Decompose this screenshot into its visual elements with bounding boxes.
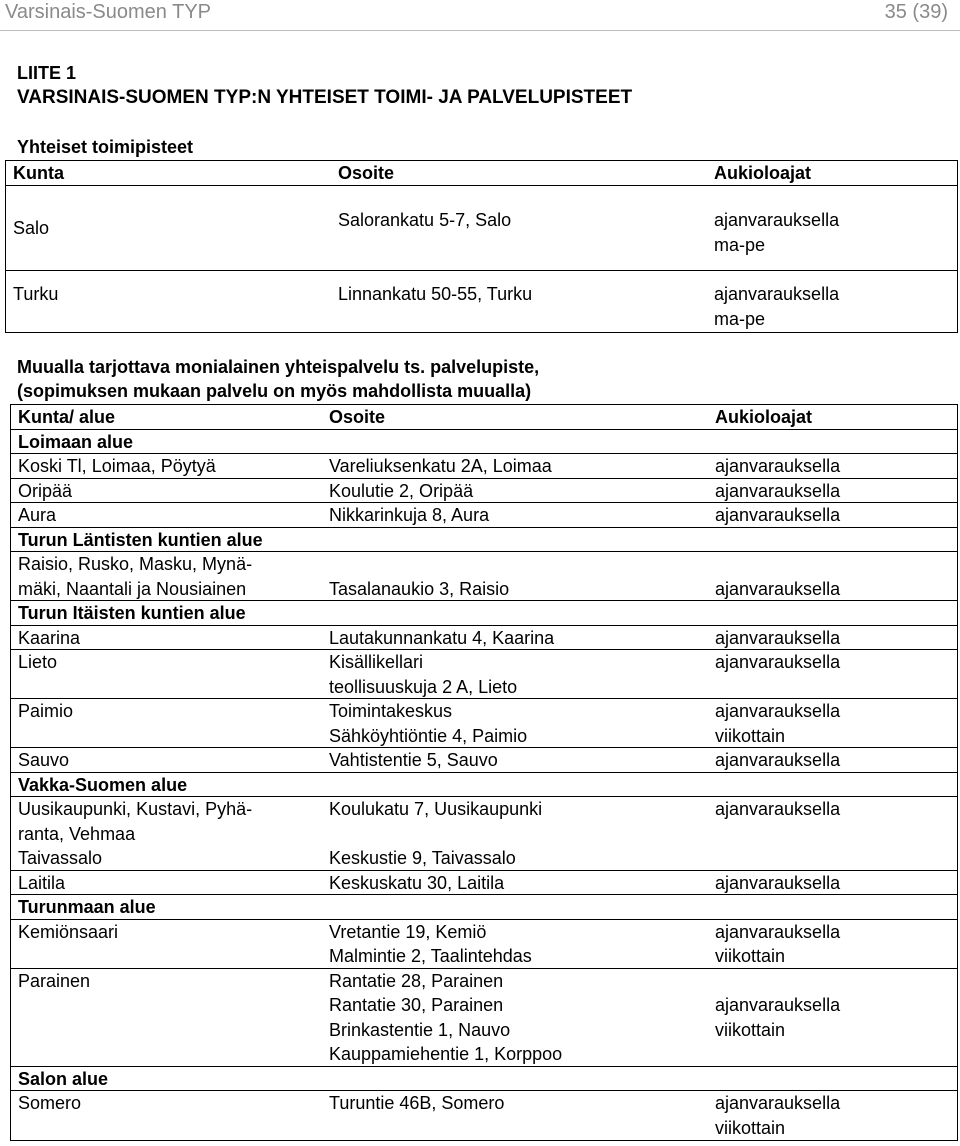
kunta-line: Oripää [18, 480, 73, 501]
kunta-line: Raisio, Rusko, Masku, Mynä- [18, 554, 253, 574]
document-title: Varsinais-Suomen TYP [5, 1, 212, 23]
kunta-line: ranta, Vehmaa [18, 823, 136, 844]
cell-kunta [11, 479, 322, 504]
region-label: Vakka-Suomen alue [18, 774, 188, 795]
column-header-osoite: Osoite [338, 163, 395, 183]
cell-osoite [322, 871, 708, 896]
region-label: Salon alue [18, 1068, 109, 1089]
osoite-line: Vareliuksenkatu 2A, Loimaa [329, 456, 552, 476]
kunta-line: Salo [13, 217, 50, 238]
cell-kunta [11, 797, 322, 871]
header-label: Kunta/ alue [18, 407, 116, 427]
cell-osoite [322, 748, 708, 773]
section-subheading-other-services: (sopimuksen mukaan palvelu on myös mahdollista muualla) [17, 381, 532, 401]
cell-aukiolo [708, 552, 957, 601]
cell-osoite [322, 479, 708, 504]
aukiolo-line: ajanvarauksella [715, 578, 841, 599]
osoite-line: Kisällikellari [329, 652, 424, 672]
header-divider [0, 30, 960, 31]
cell-aukiolo [708, 454, 957, 479]
cell-kunta [6, 271, 331, 332]
cell-osoite [322, 797, 708, 871]
table-row [11, 479, 957, 504]
column-header-aukioloajat [708, 405, 957, 430]
cell-aukiolo [708, 797, 957, 871]
osoite-line: Turuntie 46B, Somero [329, 1093, 505, 1113]
kunta-line: Turku [13, 284, 59, 304]
cell-osoite [322, 1091, 708, 1140]
osoite-line: Rantatie 28, Parainen [329, 970, 504, 991]
cell-aukiolo [707, 271, 957, 332]
osoite-line: Keskustie 9, Taivassalo [329, 848, 516, 868]
osoite-line: Vretantie 19, Kemiö [329, 921, 487, 942]
header-label: Osoite [329, 407, 386, 427]
kunta-line: Aura [18, 505, 57, 525]
osoite-line: Kauppamiehentie 1, Korppoo [329, 1044, 563, 1064]
table-row [11, 1091, 957, 1140]
page-title: VARSINAIS-SUOMEN TYP:N YHTEISET TOIMI- JA PALVELUPISTEET [17, 87, 633, 108]
cell-osoite [322, 503, 708, 528]
cell-aukiolo [708, 748, 957, 773]
cell-osoite [322, 969, 708, 1067]
cell-kunta [11, 871, 322, 896]
cell-kunta [11, 650, 322, 699]
osoite-line: Vahtistentie 5, Sauvo [329, 750, 498, 770]
kunta-line: Somero [18, 1093, 82, 1113]
aukiolo-line: viikottain [715, 1019, 786, 1040]
kunta-line: Kemiönsaari [18, 921, 119, 942]
cell-kunta [11, 748, 322, 773]
aukiolo-line [715, 552, 957, 577]
cell-osoite [322, 552, 708, 601]
table-row [11, 920, 957, 969]
region-row [11, 601, 957, 626]
osoite-line [329, 552, 708, 577]
aukiolo-line: ajanvarauksella [715, 505, 841, 525]
kunta-line: Kaarina [18, 627, 81, 648]
aukiolo-line: viikottain [715, 1117, 786, 1138]
osoite-line: teollisuuskuja 2 A, Lieto [329, 676, 518, 697]
cell-osoite [322, 920, 708, 969]
region-label: Turun Läntisten kuntien alue [18, 529, 263, 550]
osoite-line: Salorankatu 5-7, Salo [338, 210, 512, 230]
osoite-line: Keskuskatu 30, Laitila [329, 872, 505, 893]
aukiolo-line: ajanvarauksella [715, 872, 841, 893]
osoite-line: Koulutie 2, Oripää [329, 480, 474, 501]
aukiolo-line: ma-pe [714, 308, 766, 329]
osoite-line: Sähköyhtiöntie 4, Paimio [329, 725, 528, 746]
page-number: 35 (39) [884, 1, 948, 23]
column-header-aukioloajat: Aukioloajat [714, 163, 812, 183]
kunta-line: Sauvo [18, 750, 70, 770]
osoite-line [329, 822, 708, 847]
cell-kunta [11, 1091, 322, 1140]
cell-aukiolo [708, 920, 957, 969]
region-row [11, 773, 957, 798]
cell-aukiolo [708, 699, 957, 748]
table-header-row [6, 161, 957, 186]
cell-osoite [331, 271, 707, 332]
cell-kunta [11, 699, 322, 748]
region-label: Loimaan alue [18, 431, 134, 452]
region-row [11, 528, 957, 553]
table-header-row [11, 405, 957, 430]
kunta-line: Lieto [18, 652, 58, 672]
cell-kunta [11, 503, 322, 528]
cell-kunta [11, 454, 322, 479]
aukiolo-line: ajanvarauksella [715, 701, 841, 721]
cell-osoite [331, 186, 707, 270]
cell-aukiolo [708, 626, 957, 651]
cell-kunta [11, 920, 322, 969]
osoite-line: Toimintakeskus [329, 701, 453, 721]
aukiolo-line: ajanvarauksella [715, 652, 841, 672]
kunta-line: Koski Tl, Loimaa, Pöytyä [18, 456, 216, 476]
cell-aukiolo [708, 1091, 957, 1140]
cell-kunta [11, 626, 322, 651]
table-row [11, 969, 957, 1067]
osoite-line: Lautakunnankatu 4, Kaarina [329, 627, 555, 648]
cell-aukiolo [707, 186, 957, 270]
region-label: Turun Itäisten kuntien alue [18, 603, 246, 623]
aukiolo-line: ajanvarauksella [715, 995, 841, 1015]
osoite-line: Linnankatu 50-55, Turku [338, 284, 533, 304]
aukiolo-line: ajanvarauksella [715, 750, 841, 770]
section-heading-other-services: Muualla tarjottava monialainen yhteispalvelu ts. palvelupiste, [17, 357, 540, 377]
kunta-line: Parainen [18, 970, 91, 991]
aukiolo-line: ajanvarauksella [715, 1093, 841, 1113]
kunta-line: mäki, Naantali ja Nousiainen [18, 578, 247, 599]
cell-aukiolo [708, 969, 957, 1067]
aukiolo-line: ajanvarauksella [715, 480, 841, 501]
osoite-line: Nikkarinkuja 8, Aura [329, 505, 490, 525]
cell-osoite [322, 626, 708, 651]
table-row [11, 748, 957, 773]
cell-osoite [322, 454, 708, 479]
section-heading-shared-offices: Yhteiset toimipisteet [17, 137, 194, 157]
shared-offices-table [5, 160, 958, 333]
table-row [11, 552, 957, 601]
table-row [11, 797, 957, 871]
annex-label: LIITE 1 [17, 63, 77, 83]
cell-kunta [6, 216, 331, 241]
table-row [6, 271, 957, 332]
cell-osoite [322, 699, 708, 748]
column-header-kunta: Kunta [13, 163, 64, 183]
region-row [11, 1067, 957, 1092]
aukiolo-line: viikottain [715, 946, 786, 966]
aukiolo-line: ajanvarauksella [714, 210, 840, 230]
column-header-osoite [322, 405, 708, 430]
osoite-line: Rantatie 30, Parainen [329, 995, 504, 1015]
aukiolo-line [715, 969, 957, 994]
aukiolo-line: ajanvarauksella [715, 627, 841, 648]
table-row [11, 650, 957, 699]
aukiolo-line: ma-pe [714, 234, 766, 255]
region-row [11, 430, 957, 455]
service-points-table [10, 404, 958, 1141]
osoite-line: Tasalanaukio 3, Raisio [329, 578, 510, 599]
header-label: Aukioloajat [715, 407, 813, 427]
cell-aukiolo [708, 479, 957, 504]
table-row [11, 699, 957, 748]
cell-aukiolo [708, 871, 957, 896]
aukiolo-line: ajanvarauksella [715, 456, 841, 476]
aukiolo-line: ajanvarauksella [714, 284, 840, 304]
osoite-line: Brinkastentie 1, Nauvo [329, 1019, 511, 1040]
osoite-line: Koulukatu 7, Uusikaupunki [329, 799, 543, 819]
aukiolo-line: ajanvarauksella [715, 921, 841, 942]
cell-osoite [322, 650, 708, 699]
cell-kunta [11, 969, 322, 1067]
kunta-line: Taivassalo [18, 848, 103, 868]
table-row [11, 626, 957, 651]
table-row [11, 503, 957, 528]
cell-aukiolo [708, 503, 957, 528]
region-row [11, 895, 957, 920]
table-row [11, 454, 957, 479]
table-row [6, 186, 957, 271]
aukiolo-line: viikottain [715, 725, 786, 746]
cell-aukiolo [708, 650, 957, 699]
region-label: Turunmaan alue [18, 897, 156, 917]
kunta-line: Laitila [18, 872, 66, 893]
osoite-line: Malmintie 2, Taalintehdas [329, 946, 532, 966]
kunta-line: Uusikaupunki, Kustavi, Pyhä- [18, 799, 253, 819]
cell-kunta [11, 552, 322, 601]
column-header-kunta-alue [11, 405, 322, 430]
aukiolo-line: ajanvarauksella [715, 799, 841, 819]
kunta-line: Paimio [18, 701, 74, 721]
table-row [11, 871, 957, 896]
